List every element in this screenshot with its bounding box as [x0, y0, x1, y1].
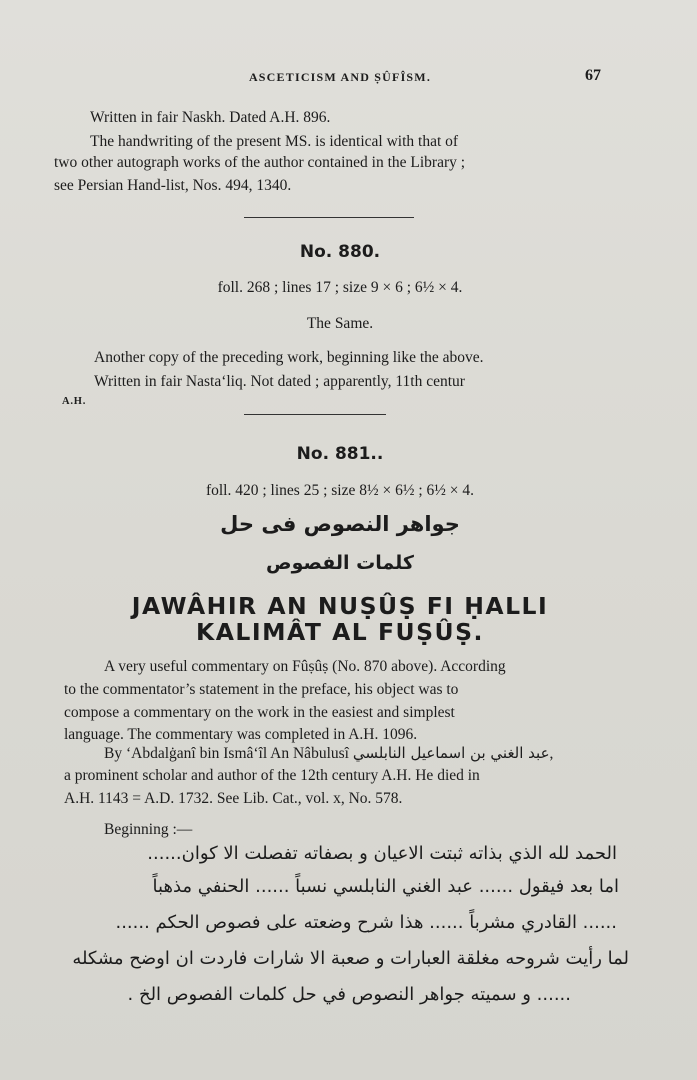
author-line: [104, 741, 553, 766]
margin-note: A.H.: [62, 396, 87, 407]
beginning-arabic-line-1: الحمد لله الذي بذاته ثبتت الاعيان و بصفاته تفصلت الا كوان......: [147, 843, 617, 864]
entry-body-line-4: language. The commentary was completed in A.H. 1096.: [64, 726, 418, 743]
beginning-arabic-line-5: ...... و سميته جواهر النصوص في حل كلمات الفصوص الخ .: [127, 984, 571, 1005]
arabic-title-line-1: جواهر النصوص فی حل: [220, 512, 460, 536]
beginning-arabic-line-2: اما بعد فيقول ...... عبد الغني النابلسي نسباً ...... الحنفي مذهباً: [152, 876, 619, 897]
author-line-suffix: ,: [549, 745, 554, 762]
prior-entry-line-1: Written in fair Naskh. Dated A.H. 896.: [90, 109, 331, 126]
entry-body-line-2: Written in fair Nasta‘liq. Not dated ; apparently, 11th centur: [94, 373, 465, 390]
entry-title: The Same.: [306, 315, 374, 332]
divider-rule: [244, 217, 414, 218]
author-arabic-name: عبد الغني بن اسماعيل النابلسي: [352, 744, 550, 762]
entry-body-line-1: Another copy of the preceding work, beginning like the above.: [94, 349, 484, 366]
arabic-title-line-2: كلمات الفصوص: [266, 552, 414, 574]
beginning-arabic-line-4: لما رأيت شروحه مغلقة العبارات و صعبة الا شارات فاردت ان اوضح مشكله: [72, 948, 629, 969]
page-header: [0, 67, 697, 90]
author-line-3: A.H. 1143 = A.D. 1732. See Lib. Cat., vol. x, No. 578.: [64, 790, 403, 807]
prior-entry-line-3: two other autograph works of the author contained in the Library ;: [54, 154, 466, 171]
beginning-arabic-line-3: ...... القادري مشرباً ...... هذا شرح وضعته على فصوص الحكم ......: [115, 912, 617, 933]
entry-body-line-3: compose a commentary on the work in the easiest and simplest: [64, 704, 455, 721]
running-head: ASCETICISM AND ṢÛFÎSM.: [248, 70, 432, 84]
prior-entry-line-4: see Persian Hand-list, Nos. 494, 1340.: [54, 177, 292, 194]
entry-number: No. 881..: [296, 444, 384, 464]
divider-rule: [244, 414, 386, 415]
beginning-label: Beginning :—: [104, 821, 193, 838]
entry-body-line-1: A very useful commentary on Fûṣûṣ (No. 870 above). According: [104, 658, 506, 675]
transliterated-title-line-2: KALIMÂT AL FUṢÛṢ.: [196, 618, 484, 646]
author-line-2: a prominent scholar and author of the 12th century A.H. He died in: [64, 767, 480, 784]
page-number: 67: [585, 67, 601, 84]
collation: foll. 420 ; lines 25 ; size 8½ × 6½ ; 6½ × 4.: [205, 482, 475, 499]
prior-entry-line-2: The handwriting of the present MS. is identical with that of: [90, 133, 459, 150]
collation: foll. 268 ; lines 17 ; size 9 × 6 ; 6½ × 4.: [217, 279, 463, 296]
entry-number: No. 880.: [299, 242, 381, 262]
transliterated-title-line-1: JAWÂHIR AN NUṢÛṢ FI ḤALLI: [131, 592, 549, 620]
author-name: By ‘Abdalġanî bin Ismâ‘îl An Nâbulusî: [104, 745, 349, 762]
entry-body-line-2: to the commentator’s statement in the preface, his object was to: [64, 681, 459, 698]
